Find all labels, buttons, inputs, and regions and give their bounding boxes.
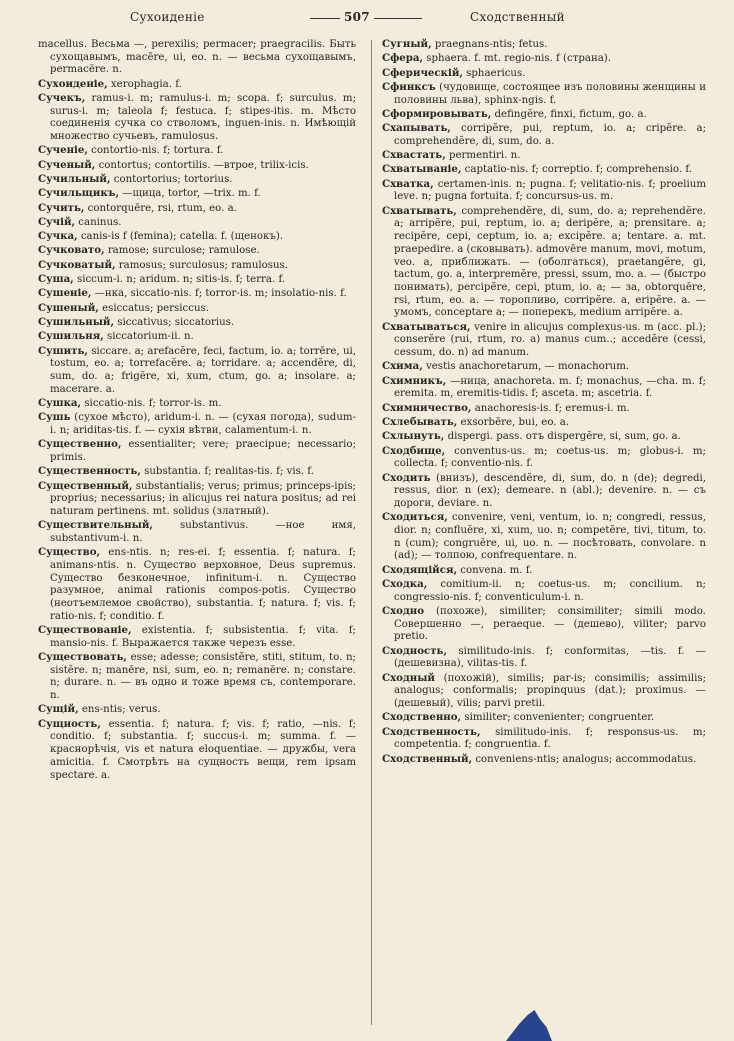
header-rule-right [374, 18, 422, 19]
entry-headword: Сушеный, [38, 301, 99, 314]
entry-definition: dispergi. pass. отъ dispergĕre, si, sum, go. a. [444, 431, 681, 443]
dictionary-entry [38, 38, 356, 77]
entry-definition: comitium-ii. n; coetus-us. m; concilium. n; congressio-nis. f; conventiculum-i. n. [394, 579, 706, 603]
blue-ink-mark [506, 1010, 552, 1041]
entry-definition: caninus. [75, 216, 122, 228]
entry-definition: macellus. Весьма —, perexilis; permacer; praegracilis. Быть сухощавымъ, macēre, ui, eo. n. — весьма сухощавымъ, permacēre. n. [38, 39, 356, 76]
right-column [382, 38, 706, 767]
entry-headword: Сушильный, [38, 315, 115, 328]
dictionary-entry [38, 144, 356, 158]
entry-definition: (сухое мѣсто), aridum-i. n. — (сухая погода), sudum-i. n; ariditas-tis. f. — сухія вѣтви, calamentum-i. n. [50, 412, 356, 436]
left-column [38, 38, 356, 783]
entry-headword: Сходственность, [382, 725, 481, 738]
dictionary-entry [38, 78, 356, 92]
entry-headword: Сучильный, [38, 173, 111, 185]
entry-headword: Сученый, [38, 158, 96, 171]
dictionary-entry [38, 546, 356, 623]
entry-headword: Сухоиденіе, [38, 77, 108, 90]
dictionary-entry [382, 605, 706, 644]
entry-headword: Схватывать, [382, 204, 457, 217]
entry-headword: Сучильщикъ, [38, 187, 120, 200]
entry-headword: Сучій, [38, 215, 76, 228]
page-number: 507 [344, 10, 370, 24]
entry-definition: existentia. f; subsistentia. f; vita. f; mansio-nis. f. Выражается также черезъ esse. [50, 625, 356, 649]
entry-definition: (чудовище, состоящее изъ половины женщины и половины льва), sphinx-ngis. f. [394, 81, 706, 106]
entry-definition: similitudo-inis. f; conformitas, —tis. f. — (дешевизна), vilitas-tis. f. [394, 645, 706, 670]
entry-headword: Сугный, [382, 38, 432, 50]
entry-headword: Сходить [382, 471, 431, 484]
entry-definition: canis-is f (femina); catella. f. (щенокъ). [77, 231, 284, 243]
entry-headword: Существительный, [38, 519, 153, 532]
entry-definition: ramose; surculose; ramulose. [104, 245, 260, 257]
dictionary-entry [382, 81, 706, 107]
dictionary-entry [38, 330, 356, 344]
entry-definition: contortorius; tortorius. [110, 174, 233, 185]
entry-definition: convena. m. f. [457, 564, 533, 576]
entry-headword: Схватка, [382, 177, 434, 190]
entry-headword: Сходящійся, [382, 563, 458, 576]
entry-headword: Сходность, [382, 644, 447, 657]
entry-headword: Сушеніе, [38, 287, 92, 300]
entry-definition: exsorbēre, bui, eo. a. [457, 417, 570, 428]
dictionary-entry [382, 672, 706, 711]
dictionary-entry [38, 302, 356, 316]
dictionary-entry [382, 149, 706, 163]
dictionary-entry [38, 316, 356, 330]
entry-definition: corripĕre, pui, reptum, io. a; cripĕre. a; comprehendĕre, di, sum, do. a. [394, 123, 706, 147]
entry-headword: Существовать, [38, 651, 127, 664]
entry-definition: essentia. f; natura. f; vis. f; ratio, —nis. f; conditio. f; substantia. f; succus-i. m; summa. f. — краснорѣчія, vis et natura eloquentiae. — дружбы, vera amicitia. f. Смотрѣть на сущность вещи, rem ipsam spectare. a. [50, 718, 356, 781]
dictionary-entry [382, 726, 706, 752]
entry-definition: defingĕre, finxi, fictum, go. a. [491, 108, 647, 120]
entry-definition: —нка, siccatio-nis. f; torror-is. m; insolatio-nis. f. [91, 288, 347, 300]
entry-headword: Сфера, [382, 52, 424, 65]
entry-headword: Сформировывать, [382, 107, 492, 120]
entry-headword: Существованіе, [38, 624, 132, 637]
left-running-head: Сухоиденіе [130, 10, 205, 24]
entry-headword: Сучить, [38, 201, 85, 214]
entry-definition: —щица, tortor, —trix. m. f. [119, 188, 261, 200]
dictionary-entry [382, 52, 706, 66]
dictionary-entry [38, 438, 356, 464]
entry-headword: Сходиться, [382, 511, 448, 524]
entry-headword: Сущій, [38, 703, 79, 716]
entry-definition: siccativus; siccatorius. [114, 316, 235, 328]
entry-definition: xerophagia. f. [107, 78, 182, 90]
entry-headword: Сходный [382, 671, 435, 684]
entry-definition: —ница, anachoreta. m. f; monachus, —cha. m. f; eremita. m, eremitis-tidis. f; asceta. m; ascetria. f. [394, 375, 706, 400]
entry-headword: Существенно, [38, 438, 122, 451]
dictionary-entry [38, 345, 356, 397]
entry-headword: Существо, [38, 546, 101, 559]
dictionary-entry [382, 205, 706, 320]
dictionary-entry [38, 651, 356, 703]
dictionary-entry [382, 375, 706, 401]
entry-definition: ens-ntis; verus. [78, 704, 161, 716]
column-divider [371, 40, 372, 1025]
dictionary-entry [38, 273, 356, 287]
dictionary-entry [382, 578, 706, 604]
dictionary-entry [382, 445, 706, 471]
entry-definition: comprehendĕre, di, sum, do. a; reprehendĕre. a; arripĕre, pui, reptum, io. a; deripĕre, a; prensitare. a; recipĕre, cepi, ceptum, io. a; excipĕre. a; tentare. a. mt. praepedire. a (сковывать). admovēre manum, movi, motum, veo. a, приближать. — (оболгаться), praetangĕre, gi, tactum, go. a, interpremĕre, pressi, ssum, mo. a. — (быстро понимать), percipĕre, cepi, ptum, io. a; — за, obtorquēre, rsi, rtum, eo. a. — торопливо, corripĕre. a, eripĕre. a. — умомъ, conceptare a; — поперекъ, medium arripĕre. a. [394, 205, 706, 319]
entry-definition: ramus-i. m; ramulus-i. m; scopa. f; surculus. m; surus-i. m; taleola f; festuca. f; stipes-itis. m. Мѣсто соединенія сучка со стволомъ, inguen-inis. n. Имѣющій множество сучьевъ, ramulosus. [50, 93, 356, 143]
dictionary-entry [38, 480, 356, 519]
entry-headword: Схлебывать, [382, 416, 458, 428]
entry-definition: conventus-us. m; coetus-us. m; globus-i. m; collecta. f; conventio-nis. f. [394, 445, 706, 470]
entry-headword: Сходственно, [382, 711, 462, 724]
entry-definition: praegnans-ntis; fetus. [431, 39, 548, 50]
entry-headword: Схимникъ, [382, 374, 447, 387]
entry-definition: siccatorium-ii. n. [103, 331, 194, 343]
entry-headword: Сучковатый, [38, 258, 116, 271]
entry-definition: convenire, veni, ventum, io. n; congredi, ressus, dior. n; confluĕre, xi, xum, uo. n; competĕre, tivi, titum, to. n (cum); congruĕre, ui, uo. n. — посѣтовать, convolare. n (ad); — толпою, confrequentare. n. [394, 512, 706, 562]
dictionary-entry [382, 163, 706, 177]
entry-definition: ens-ntis. n; res-ei. f; essentia. f; natura. f; animans-ntis. n. Существо верховное, Deus supremus. Существо безконечное, infinitum-i. n. Существо разумное, animal rationis compos-potis. Существо (неотъемлемое свойство), substantia. f; natura. f; vis. f; ratio-nis. f; conditio. f. [50, 547, 356, 622]
dictionary-entry [382, 416, 706, 430]
entry-definition: essentialiter; vere; praecipue; necessario; primis. [50, 439, 356, 463]
dictionary-entry [382, 402, 706, 416]
dictionary-entry [382, 753, 706, 767]
header-rule-left [310, 18, 340, 19]
entry-definition: sphaera. f. mt. regio-nis. f (страна). [423, 53, 612, 65]
entry-headword: Сушь [38, 411, 71, 424]
entry-headword: Схвастать, [382, 149, 446, 162]
entry-headword: Суша, [38, 273, 74, 286]
entry-definition: captatio-nis. f; correptio. f; comprehensio. f. [461, 164, 693, 176]
entry-definition: sphaericus. [462, 67, 526, 79]
dictionary-entry [38, 92, 356, 144]
dictionary-entry [382, 108, 706, 122]
entry-headword: Сушка, [38, 396, 82, 409]
dictionary-entry [38, 173, 356, 187]
entry-headword: Сходственный, [382, 752, 473, 765]
entry-definition: contorquēre, rsi, rtum, eo. a. [84, 202, 237, 214]
dictionary-entry [38, 519, 356, 545]
entry-definition: similiter; convenienter; congruenter. [461, 712, 655, 724]
dictionary-entry [382, 472, 706, 511]
dictionary-entry [38, 159, 356, 173]
page-header [40, 8, 700, 28]
dictionary-entry [38, 244, 356, 258]
entry-definition: (похожій), similis; par-is; consimilis; assimilis; analogus; conformalis; propinquus (dat.); proximus. — (дешевый), vilis; parvi pretii. [394, 672, 706, 710]
dictionary-entry [382, 178, 706, 204]
entry-headword: Сушильня, [38, 330, 104, 343]
entry-headword: Схимничество, [382, 401, 472, 414]
dictionary-entry [38, 465, 356, 479]
entry-headword: Сферическій, [382, 66, 463, 79]
entry-definition: substantia. f; realitas-tis. f; vis. f. [140, 466, 314, 478]
dictionary-entry [382, 67, 706, 81]
dictionary-entry [382, 645, 706, 671]
dictionary-entry [38, 624, 356, 650]
entry-definition: vestis anachoretarum, — monachorum. [422, 361, 630, 373]
entry-definition: (внизъ), descendĕre, di, sum, do. n (de); degredi, ressus, dior. n (ex); demeare. n (abl.); devenire. n. — съ дороги, deviare. n. [394, 472, 706, 509]
entry-headword: Схватываться, [382, 320, 471, 333]
entry-definition: conveniens-ntis; analogus; accommodatus. [472, 753, 697, 765]
entry-definition: substantialis; verus; primus; princeps-ipis; proprius; necessarius; in alicujus rei natura positus; ad rei naturam pertinens. mt. solidus (златный). [50, 480, 356, 517]
entry-headword: Схапывать, [382, 122, 451, 135]
dictionary-entry [382, 122, 706, 148]
entry-headword: Схватываніе, [382, 163, 462, 176]
dictionary-entry [382, 38, 706, 52]
entry-definition: contortio-nis. f; tortura. f. [87, 145, 224, 157]
entry-headword: Существенность, [38, 465, 141, 478]
dictionary-entry [38, 259, 356, 273]
entry-headword: Сущность, [38, 717, 101, 730]
entry-headword: Сучковато, [38, 244, 105, 257]
entry-headword: Схлынуть, [382, 430, 445, 443]
entry-definition: siccare. a; arefacĕre, feci, factum, io. a; torrēre, ui, tostum, eo. a; torrefacĕre. a; torridare. a; accendĕre, di, sum, do. a; frigĕre, xi, xum, ctum, go. a; insolare. a; macerare. a. [50, 345, 356, 395]
entry-definition: anachoresis-is. f; eremus-i. m. [471, 402, 630, 414]
dictionary-entry [38, 287, 356, 301]
entry-headword: Сучка, [38, 230, 78, 243]
entry-definition: permentiri. n. [445, 150, 521, 162]
entry-headword: Сученіе, [38, 144, 88, 157]
dictionary-entry [38, 230, 356, 244]
dictionary-entry [382, 321, 706, 360]
entry-headword: Сходбище, [382, 444, 446, 457]
dictionary-entry [38, 411, 356, 437]
entry-headword: Сучекъ, [38, 92, 86, 104]
entry-headword: Сходка, [382, 578, 428, 590]
dictionary-entry [382, 430, 706, 444]
entry-definition: venire in alicujus complexus-us. m (acc. pl.); conserĕre (rui, rtum, ro. a) manus cum..; accedĕre (cessi, cessum, do. n) ad manum. [394, 321, 706, 359]
entry-headword: Существенный, [38, 479, 133, 492]
dictionary-entry [38, 216, 356, 230]
entry-definition: esiccatus; persiccus. [98, 302, 209, 314]
entry-definition: esse; adesse; consistĕre, stiti, stitum, to. n; sistĕre. n; manēre, nsi, sum, eo. n; remanēre. n; constare. n; durare. n. — въ одно и тоже время съ, contemporare. n. [50, 652, 356, 702]
entry-definition: contortus; contortilis. —втрое, trilix-icis. [95, 159, 309, 171]
entry-definition: ramosus; surculosus; ramulosus. [115, 259, 289, 271]
dictionary-entry [38, 187, 356, 201]
entry-definition: certamen-inis. n; pugna. f; velitatio-nis. f; proelium leve. n; pugna fortuita. f; concursus-us. m. [394, 178, 706, 203]
entry-headword: Сфинксъ [382, 80, 436, 93]
dictionary-entry [38, 703, 356, 717]
entry-headword: Схима, [382, 360, 423, 373]
entry-headword: Сходно [382, 605, 425, 617]
dictionary-entry [382, 564, 706, 578]
dictionary-entry [38, 718, 356, 783]
dictionary-entry [38, 397, 356, 411]
entry-definition: siccum-i. n; aridum. n; sitis-is. f; terra. f. [73, 274, 286, 286]
entry-definition: (похоже), similiter; consimiliter; simili modo. Совершенно —, peraeque. — (дешево), viliter; parvo pretio. [394, 606, 706, 643]
entry-definition: substantivus. —ное имя, substantivum-i. n. [50, 520, 356, 544]
entry-headword: Сушить, [38, 344, 88, 357]
dictionary-entry [382, 711, 706, 725]
entry-definition: similitudo-inis. f; responsus-us. m; competentia. f; congruentia. f. [394, 726, 706, 751]
dictionary-entry [382, 360, 706, 374]
dictionary-entry [382, 511, 706, 563]
dictionary-entry [38, 202, 356, 216]
right-running-head: Сходственный [470, 10, 565, 24]
entry-definition: siccatio-nis. f; torror-is. m. [81, 397, 222, 409]
